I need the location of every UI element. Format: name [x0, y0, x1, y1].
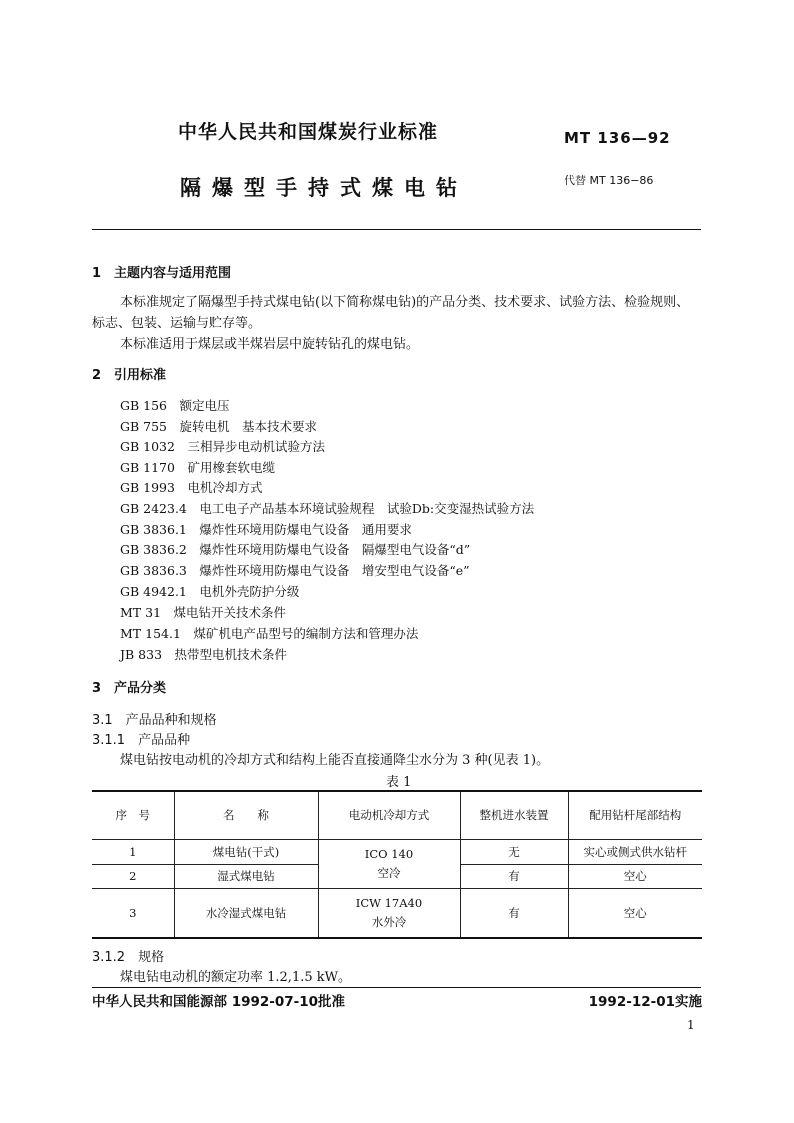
subsection-3-1-2-para: 煤电钻电动机的额定功率 1.2,1.5 kW。: [120, 970, 351, 985]
table-header-cell: 名 称: [174, 791, 318, 839]
table-cell-rod: 空心: [568, 888, 702, 938]
table-row: [92, 839, 702, 864]
subsection-3-1-2-heading: 3.1.2 规格: [92, 950, 165, 965]
table-cell-name: 湿式煤电钻: [174, 864, 318, 888]
table-cell-no: 3: [92, 888, 174, 938]
product-type-table: [92, 790, 702, 939]
reference-item: GB 2423.4 电工电子产品基本环境试验规程 试验Db:交变湿热试验方法: [120, 501, 535, 516]
footer-divider: [92, 987, 701, 988]
table-cell-water: 有: [460, 864, 568, 888]
reference-item: GB 3836.1 爆炸性环境用防爆电气设备 通用要求: [120, 522, 412, 537]
org-title: 中华人民共和国煤炭行业标准: [178, 121, 439, 143]
reference-item: GB 3836.2 爆炸性环境用防爆电气设备 隔爆型电气设备“d”: [120, 542, 471, 557]
table-cell-cooling: [318, 888, 460, 938]
reference-item: GB 755 旋转电机 基本技术要求: [120, 419, 318, 434]
reference-item: GB 1170 矿用橡套软电缆: [120, 460, 275, 475]
cooling-code: ICW 17A40: [355, 895, 423, 910]
section-2-heading: 2 引用标准: [92, 368, 167, 383]
table-header-cell: 序 号: [92, 791, 174, 839]
table-cell-no: 1: [92, 839, 174, 864]
cooling-type: 空冷: [377, 865, 401, 880]
reference-item: GB 4942.1 电机外壳防护分级: [120, 584, 300, 599]
effective-date: 1992-12-01实施: [588, 994, 702, 1010]
reference-item: MT 31 煤电钻开关技术条件: [120, 605, 287, 620]
section-1-para1-line1: 本标准规定了隔爆型手持式煤电钻(以下简称煤电钻)的产品分类、技术要求、试验方法、检验规则、: [120, 295, 690, 310]
header-divider: [92, 229, 701, 230]
page-number: 1: [687, 1018, 695, 1032]
section-3-heading: 3 产品分类: [92, 681, 167, 696]
reference-item: JB 833 热带型电机技术条件: [120, 647, 288, 662]
reference-item: GB 1032 三相异步电动机试验方法: [120, 439, 325, 454]
subsection-3-1-heading: 3.1 产品品种和规格: [92, 713, 217, 728]
section-1-para2: 本标准适用于煤层或半煤岩层中旋转钻孔的煤电钻。: [120, 337, 420, 352]
table-caption: 表 1: [386, 775, 412, 790]
subsection-3-1-1-para: 煤电钻按电动机的冷却方式和结构上能否直接通降尘水分为 3 种(见表 1)。: [120, 753, 550, 768]
standard-number: MT 136—92: [564, 129, 671, 147]
section-1-para1-line2: 标志、包装、运输与贮存等。: [92, 316, 262, 331]
table-cell-rod: 实心或侧式供水钻杆: [568, 839, 702, 864]
table-cell-rod: 空心: [568, 864, 702, 888]
cooling-code: ICO 140: [364, 846, 414, 861]
table-cell-name: 煤电钻(干式): [174, 839, 318, 864]
replaces-note: 代替 MT 136−86: [564, 174, 654, 187]
table-cell-water: 有: [460, 888, 568, 938]
table-cell-water: 无: [460, 839, 568, 864]
subsection-3-1-1-heading: 3.1.1 产品品种: [92, 733, 191, 748]
table-cell-cooling: [318, 839, 460, 888]
approval-line: 中华人民共和国能源部 1992-07-10批准: [92, 994, 346, 1010]
table-header-cell: 电动机冷却方式: [318, 791, 460, 839]
reference-item: GB 156 额定电压: [120, 398, 230, 413]
reference-item: MT 154.1 煤矿机电产品型号的编制方法和管理办法: [120, 626, 419, 641]
document-title: 隔爆型手持式煤电钻: [180, 176, 468, 200]
section-1-heading: 1 主题内容与适用范围: [92, 266, 232, 281]
reference-item: GB 1993 电机冷却方式: [120, 480, 263, 495]
table-header-cell: 配用钻杆尾部结构: [568, 791, 702, 839]
table-cell-name: 水冷湿式煤电钻: [174, 888, 318, 938]
table-cell-no: 2: [92, 864, 174, 888]
reference-item: GB 3836.3 爆炸性环境用防爆电气设备 增安型电气设备“e”: [120, 563, 470, 578]
table-row: [92, 888, 702, 938]
table-header-row: [92, 791, 702, 839]
table-header-cell: 整机进水装置: [460, 791, 568, 839]
cooling-type: 水外冷: [371, 914, 407, 929]
